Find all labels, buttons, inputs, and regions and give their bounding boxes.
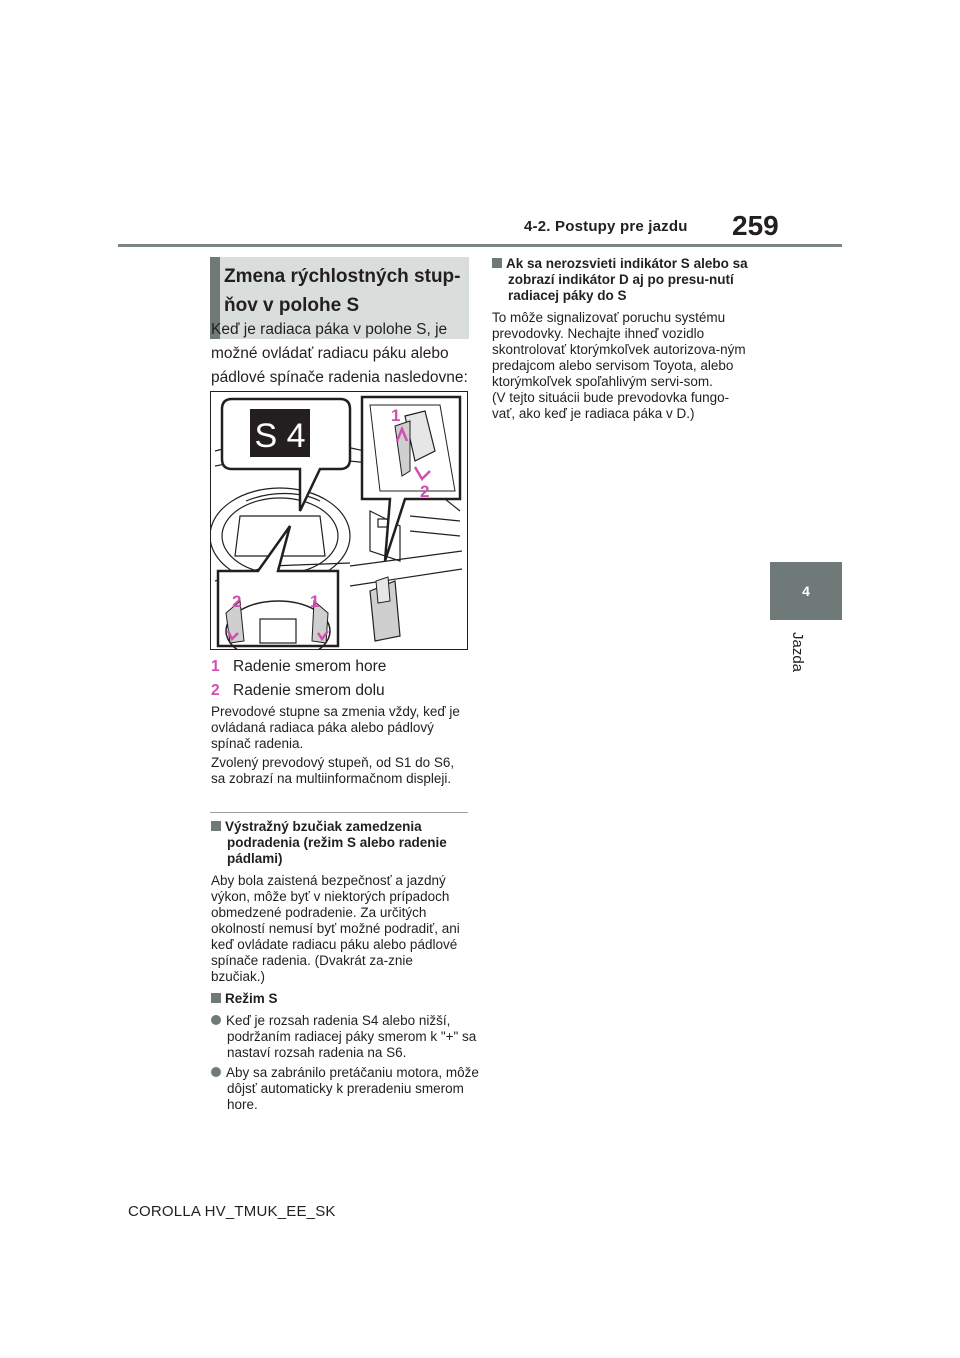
note-body: Aby bola zaistená bezpečnosť a jazdný výkon, môže byť v niektorých prípadoch obmedzené podradenie. Za určitých okolností nemusí byť možné podradiť, ani keď ovládate radiacu páku alebo pádlové spínače radenia. (Dvakrát za-znie bzučiak.)	[211, 873, 460, 984]
steps-list	[211, 655, 386, 703]
callout-downshift-top: 2	[420, 482, 430, 501]
bullet-item	[211, 1013, 485, 1061]
step-text: Radenie smerom hore	[233, 658, 387, 675]
square-bullet-icon	[211, 821, 221, 831]
footer-model-code: COROLLA HV_TMUK_EE_SK	[128, 1203, 336, 1220]
paragraph-gear-display: Zvolený prevodový stupeň, od S1 do S6, sa zobrazí na multiinformačnom displeji.	[211, 755, 455, 786]
divider	[210, 812, 468, 813]
note-title-text: Režim S	[225, 991, 278, 1006]
note-title	[211, 819, 469, 867]
note-title-text: Ak sa nerozsvieti indikátor S alebo sa zobrazí indikátor D aj po presu-nutí radiacej páky do S	[506, 256, 748, 303]
note-downshift-buzzer	[211, 819, 469, 985]
note-title	[211, 991, 469, 1007]
note-s-indicator	[492, 256, 750, 422]
callout-upshift-top: 1	[391, 406, 401, 425]
note-title-text: Výstražný bzučiak zamedzenia podradenia (režim S alebo radenie pádlami)	[225, 819, 447, 866]
step-number: 2	[211, 682, 220, 699]
note-title	[492, 256, 750, 304]
step-number: 1	[211, 658, 220, 675]
bullet-item	[211, 1065, 485, 1113]
chapter-tab-label: Jazda	[789, 632, 806, 673]
bullet-text: Aby sa zabránilo pretáčaniu motora, môže dôjsť automaticky k preradeniu smerom hore.	[226, 1065, 479, 1112]
gear-display-text: S 4	[254, 417, 306, 455]
callout-downshift-left: 2	[232, 592, 242, 611]
chapter-tab	[770, 562, 842, 620]
chapter-tab-number: 4	[802, 583, 810, 599]
square-bullet-icon	[211, 993, 221, 1003]
note-body-parenthetical: (V tejto situácii bude prevodovka fungo-vať, ako keď je radiaca páka v D.)	[492, 390, 730, 421]
step-item	[211, 655, 386, 679]
step-text: Radenie smerom dolu	[233, 682, 385, 699]
section-title	[224, 262, 464, 320]
square-bullet-icon	[492, 258, 502, 268]
round-bullet-icon	[211, 1015, 221, 1025]
note-s-mode	[211, 991, 479, 1113]
step-item	[211, 679, 386, 703]
callout-upshift-right: 1	[310, 592, 320, 611]
round-bullet-icon	[211, 1067, 221, 1077]
paragraph-gear-change: Prevodové stupne sa zmenia vždy, keď je ovládaná radiaca páka alebo pádlový spínač radenia.	[211, 704, 460, 751]
note-body: To môže signalizovať poruchu systému prevodovky. Nechajte ihneď vozidlo skontrolovať ktorýmkoľvek autorizova-ným predajcom alebo servisom Toyota, alebo ktorýmkoľvek spoľahlivým servi-som.	[492, 310, 746, 389]
intro-text: Keď je radiaca páka v polohe S, je možné ovládať radiacu páku alebo pádlové spínače radenia nasledovne:	[211, 321, 468, 386]
header-section-title: 4-2. Postupy pre jazdu	[524, 218, 688, 235]
header-rule	[118, 244, 842, 247]
page-number: 259	[732, 210, 779, 241]
bullet-text: Keď je rozsah radenia S4 alebo nižší, podržaním radiacej páky smerom k "+" sa nastaví rozsah radenia na S6.	[226, 1013, 477, 1060]
shift-illustration	[210, 391, 468, 650]
section-title-text: Zmena rýchlostných stup- ňov v polohe S	[224, 266, 461, 316]
